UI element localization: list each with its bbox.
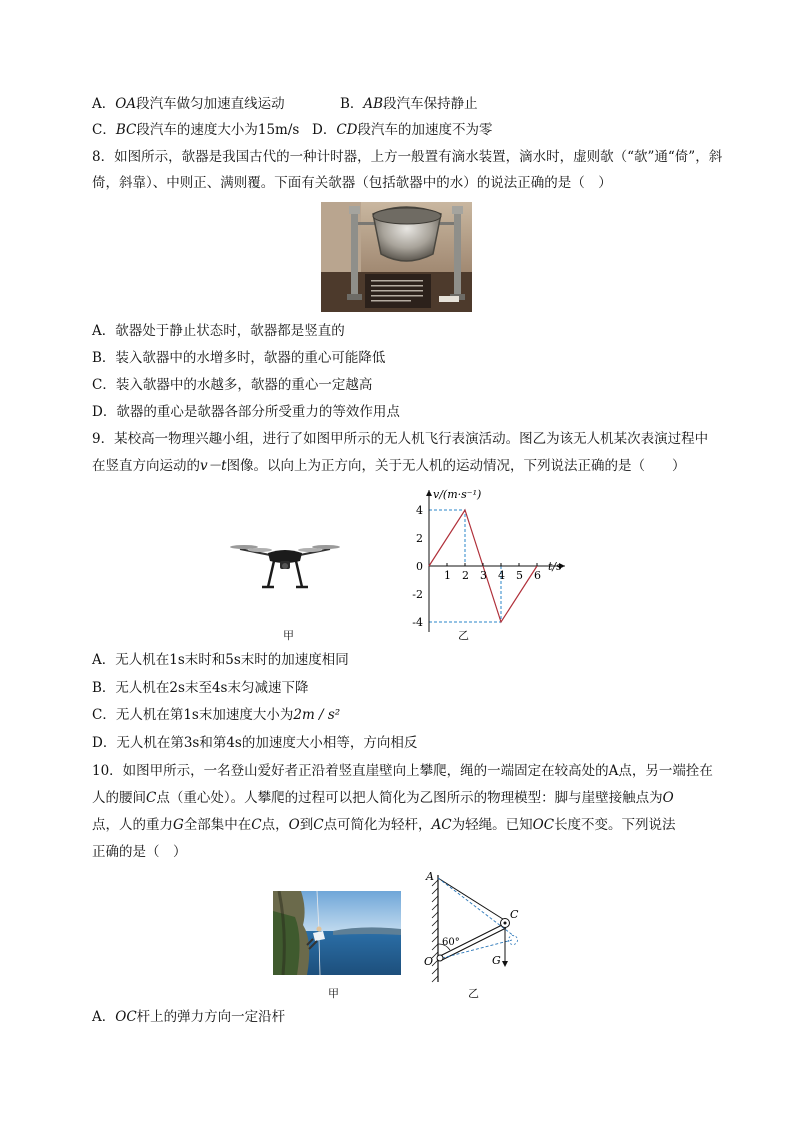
q9-stem-line2: [92, 456, 686, 476]
q10-stem-text: 点可简化为轻杆，: [323, 817, 432, 833]
q9-option-c-value: 2m / s²: [293, 707, 341, 723]
q10-caption-jia: 甲: [328, 987, 339, 1000]
q8-option-a: A．欹器处于静止状态时，欹器都是竖直的: [92, 323, 345, 339]
q10-stem-var: OC: [532, 817, 555, 833]
q9-option-d: D．无人机在第3s和第4s的加速度大小相等，方向相反: [92, 735, 418, 751]
vt-y-tick-labels: [412, 504, 423, 629]
vt-graph: [405, 484, 575, 639]
q10-caption-yi: 乙: [468, 987, 479, 1000]
vt-x-tick-label: 4: [498, 569, 505, 582]
q7-option-b: [340, 94, 478, 114]
q9-option-c-text: C．无人机在第1s末加速度大小为: [92, 707, 294, 723]
q7-option-b-text: 段汽车保持静止: [383, 96, 478, 112]
q10-stem-text: 点，人的重力: [92, 817, 173, 833]
q10-stem-var: O: [662, 790, 674, 806]
q10-option-a: [92, 1007, 285, 1027]
q10-option-a-prefix: A．: [92, 1009, 116, 1025]
q7-option-a-text: 段汽车做匀加速直线运动: [136, 96, 285, 112]
rope-ac: [438, 878, 506, 921]
q10-stem-line2: [92, 788, 674, 808]
q7-option-d: [312, 120, 492, 140]
q10-stem-var: O: [288, 817, 300, 833]
label-a: A: [426, 870, 434, 883]
vt-y-tick-label: 0: [416, 560, 423, 573]
label-c: C: [510, 908, 519, 921]
point-c-dot: [504, 922, 507, 925]
vt-y-tick-label: 2: [416, 532, 423, 545]
q7-option-d-text: 段汽车的加速度不为零: [357, 122, 493, 138]
q10-stem-text: 人的腰间: [92, 790, 146, 806]
vt-x-tick-label: 2: [462, 569, 469, 582]
q10-stem-text: 点，: [261, 817, 289, 833]
q8-option-b: B．装入欹器中的水增多时，欹器的重心可能降低: [92, 350, 386, 366]
q7-option-d-var: CD: [336, 122, 358, 138]
q10-stem-var: C: [251, 817, 262, 833]
label-o: O: [424, 955, 434, 968]
vt-x-tick-label: 1: [444, 569, 451, 582]
vt-x-tick-label: 3: [480, 569, 487, 582]
q7-option-b-var: AB: [363, 96, 384, 112]
point-c-alt: [509, 936, 518, 945]
climber-model-diagram: [420, 870, 530, 990]
vt-y-tick-label: -2: [412, 588, 423, 601]
q10-stem-line4: 正确的是（ ）: [92, 844, 187, 860]
vt-y-tick-label: -4: [412, 616, 423, 629]
q8-option-d: D．欹器的重心是欹器各部分所受重力的等效作用点: [92, 404, 400, 420]
q10-option-a-text: 杆上的弹力方向一定沿杆: [136, 1009, 286, 1025]
q10-option-a-var: OC: [115, 1009, 137, 1025]
q10-stem-line1: 10．如图甲所示，一名登山爱好者正沿着竖直崖壁向上攀爬，绳的一端固定在较高处的A点，另一端拴在: [92, 763, 713, 779]
q10-stem-text: 长度不变。下列说法: [554, 817, 676, 833]
q10-stem-text: 全部集中在: [183, 817, 252, 833]
climber-photo: [273, 891, 401, 975]
point-o: [437, 955, 443, 961]
q10-stem-var: C: [313, 817, 324, 833]
q9-stem-part2: 图像。以向上为正方向，关于无人机的运动情况，下列说法正确的是（ ）: [226, 458, 686, 474]
label-g: G: [492, 954, 501, 967]
q7-option-a-var: OA: [115, 96, 137, 112]
q9-option-c: [92, 705, 340, 725]
q7-option-a-prefix: A．: [92, 96, 116, 112]
label-angle-60: 60°: [442, 937, 460, 948]
q7-option-b-prefix: B．: [340, 96, 364, 112]
q7-option-c: [92, 120, 299, 140]
q7-option-c-prefix: C．: [92, 122, 116, 138]
q7-option-d-prefix: D．: [312, 122, 337, 138]
q7-option-a: [92, 94, 285, 114]
qiqi-vessel-photo: [321, 202, 472, 312]
q8-stem-line1: 8．如图所示，欹器是我国古代的一种计时器，上方一般置有滴水装置，滴水时，虚则欹（“欹”通“倚”，斜: [92, 149, 723, 165]
vt-x-tick-label: 6: [534, 569, 541, 582]
q10-stem-var: AC: [431, 817, 452, 833]
q7-option-c-var: BC: [115, 122, 137, 138]
q9-caption-yi: 乙: [458, 629, 469, 642]
q9-stem-part1: 在竖直方向运动的: [92, 458, 200, 474]
q10-stem-var: C: [146, 790, 157, 806]
q8-option-c: C．装入欹器中的水越多，欹器的重心一定越高: [92, 377, 373, 393]
q10-stem-var: G: [173, 817, 184, 833]
q10-stem-text: 到: [299, 817, 314, 833]
vt-x-tick-label: 5: [516, 569, 523, 582]
vt-y-axis-label: v/(m·s⁻¹): [433, 488, 482, 501]
q10-stem-text: 为轻绳。已知: [451, 817, 533, 833]
q10-stem-text: 点（重心处）。人攀爬的过程可以把人简化为乙图所示的物理模型：脚与崖壁接触点为: [156, 790, 663, 806]
vt-x-axis-label: t/s: [548, 560, 562, 573]
vt-y-tick-label: 4: [416, 504, 423, 517]
q9-stem-var: v－t: [200, 458, 227, 474]
q8-stem-line2: 倚，斜靠）、中则正、满则覆。下面有关欹器（包括欹器中的水）的说法正确的是（ ）: [92, 175, 612, 191]
q9-option-b: B．无人机在2s末至4s末匀减速下降: [92, 680, 309, 696]
q7-option-c-text: 段汽车的速度大小为15m/s: [136, 122, 300, 138]
q9-stem-line1: 9．某校高一物理兴趣小组，进行了如图甲所示的无人机飞行表演活动。图乙为该无人机某次表演过程中: [92, 431, 709, 447]
drone-photo: [230, 535, 340, 595]
q9-option-a: A．无人机在1s末时和5s末时的加速度相同: [92, 652, 349, 668]
q9-caption-jia: 甲: [283, 629, 294, 642]
q10-stem-line3: [92, 815, 676, 835]
